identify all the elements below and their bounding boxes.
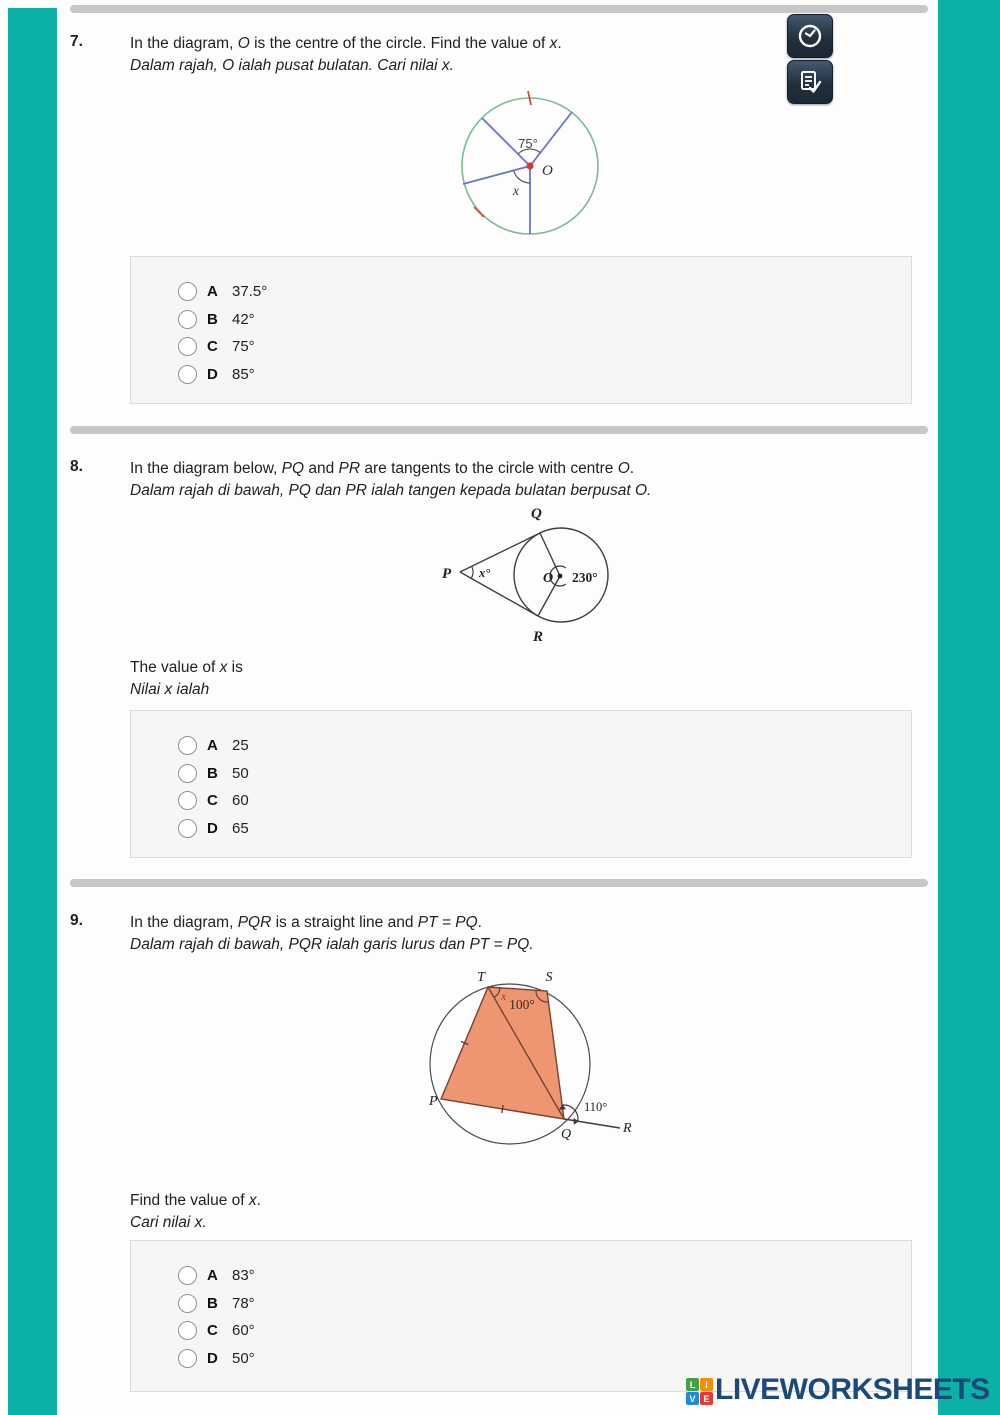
q8-x-label: x° bbox=[479, 566, 491, 580]
right-border-strip bbox=[938, 0, 1000, 1415]
q9-t-label: T bbox=[477, 970, 485, 985]
q8-r-label: R bbox=[533, 629, 544, 645]
q8-radio-c[interactable] bbox=[178, 791, 197, 810]
question-8-number: 8. bbox=[70, 458, 83, 475]
question-7-circle-diagram bbox=[455, 88, 607, 240]
check-answers-button[interactable] bbox=[787, 60, 833, 104]
q7-centre-label: O bbox=[542, 163, 553, 179]
clock-icon bbox=[795, 21, 825, 51]
q9-radio-d[interactable] bbox=[178, 1349, 197, 1368]
question-9-prompt-en: Find the value of x. bbox=[130, 1192, 261, 1209]
q9-radio-c[interactable] bbox=[178, 1321, 197, 1340]
question-8-options-box bbox=[130, 710, 912, 858]
checklist-icon bbox=[795, 67, 825, 97]
question-9-prompt-ms: Cari nilai x. bbox=[130, 1214, 207, 1231]
question-8-text-en: In the diagram below, PQ and PR are tangents to the circle with centre O. bbox=[130, 460, 635, 477]
top-divider-bar bbox=[70, 5, 928, 13]
q9-option-c[interactable]: C 60° bbox=[131, 1317, 911, 1345]
q8-option-c[interactable]: C 60 bbox=[131, 787, 911, 815]
q7-x-label: x bbox=[512, 184, 520, 199]
q9-angle-s-label: 100° bbox=[509, 997, 535, 1012]
q9-p-label: P bbox=[429, 1094, 438, 1109]
question-9-number: 9. bbox=[70, 912, 83, 929]
q8-option-b[interactable]: B 50 bbox=[131, 760, 911, 788]
timer-button[interactable] bbox=[787, 14, 833, 58]
q9-option-a[interactable]: A 83° bbox=[131, 1262, 911, 1290]
q8-radio-a[interactable] bbox=[178, 736, 197, 755]
q7-radio-b[interactable] bbox=[178, 310, 197, 329]
q9-q-label: Q bbox=[561, 1127, 572, 1142]
question-8-text-ms: Dalam rajah di bawah, PQ dan PR ialah tangen kepada bulatan berpusat O. bbox=[130, 482, 652, 499]
q8-radio-d[interactable] bbox=[178, 819, 197, 838]
q7-option-b[interactable]: B 42° bbox=[131, 306, 911, 334]
q8-radio-b[interactable] bbox=[178, 764, 197, 783]
question-9-cyclic-quadrilateral-diagram bbox=[425, 966, 640, 1162]
q8-q-label: Q bbox=[531, 506, 542, 522]
question-9-text-ms: Dalam rajah di bawah, PQR ialah garis lurus dan PT = PQ. bbox=[130, 936, 534, 953]
divider-q8-q9 bbox=[70, 879, 928, 887]
q9-radio-b[interactable] bbox=[178, 1294, 197, 1313]
q7-option-d[interactable]: D 85° bbox=[131, 361, 911, 389]
q8-option-a[interactable]: A 25 bbox=[131, 732, 911, 760]
q9-angle-q-label: 110° bbox=[584, 1100, 608, 1114]
q9-s-label: S bbox=[545, 970, 553, 985]
question-9-text-en: In the diagram, PQR is a straight line and PT = PQ. bbox=[130, 914, 482, 931]
question-7-text-en: In the diagram, O is the centre of the circle. Find the value of x. bbox=[130, 35, 562, 52]
q8-o-label: O bbox=[543, 571, 554, 586]
q8-p-label: P bbox=[442, 566, 452, 582]
q7-option-a[interactable]: A 37.5° bbox=[131, 278, 911, 306]
q9-r-label: R bbox=[623, 1121, 632, 1136]
q9-x-label: x bbox=[501, 991, 507, 1003]
q9-option-b[interactable]: B 78° bbox=[131, 1290, 911, 1318]
liveworksheets-logo[interactable] bbox=[686, 1367, 990, 1407]
question-7-text-ms: Dalam rajah, O ialah pusat bulatan. Cari nilai x. bbox=[130, 57, 454, 74]
divider-q7-q8 bbox=[70, 426, 928, 434]
question-8-prompt-en: The value of x is bbox=[130, 659, 243, 676]
q7-angle-label: 75° bbox=[518, 136, 538, 151]
question-8-prompt-ms: Nilai x ialah bbox=[130, 681, 210, 698]
liveworksheets-logo-icon: L I V E bbox=[686, 1378, 713, 1405]
liveworksheets-logo-text: LIVEWORKSHEETS bbox=[715, 1373, 990, 1406]
q9-radio-a[interactable] bbox=[178, 1266, 197, 1285]
question-7-number: 7. bbox=[70, 33, 83, 50]
left-border-strip bbox=[8, 8, 57, 1415]
q9-option-d[interactable]: D 50° bbox=[131, 1345, 911, 1373]
question-8-tangent-diagram bbox=[430, 505, 650, 647]
q7-radio-c[interactable] bbox=[178, 337, 197, 356]
q7-option-c[interactable]: C 75° bbox=[131, 333, 911, 361]
q8-reflex-label: 230° bbox=[572, 570, 598, 585]
worksheet-toolbar bbox=[787, 14, 833, 104]
q7-radio-d[interactable] bbox=[178, 365, 197, 384]
q7-radio-a[interactable] bbox=[178, 282, 197, 301]
q8-option-d[interactable]: D 65 bbox=[131, 815, 911, 843]
question-7-options-box bbox=[130, 256, 912, 404]
